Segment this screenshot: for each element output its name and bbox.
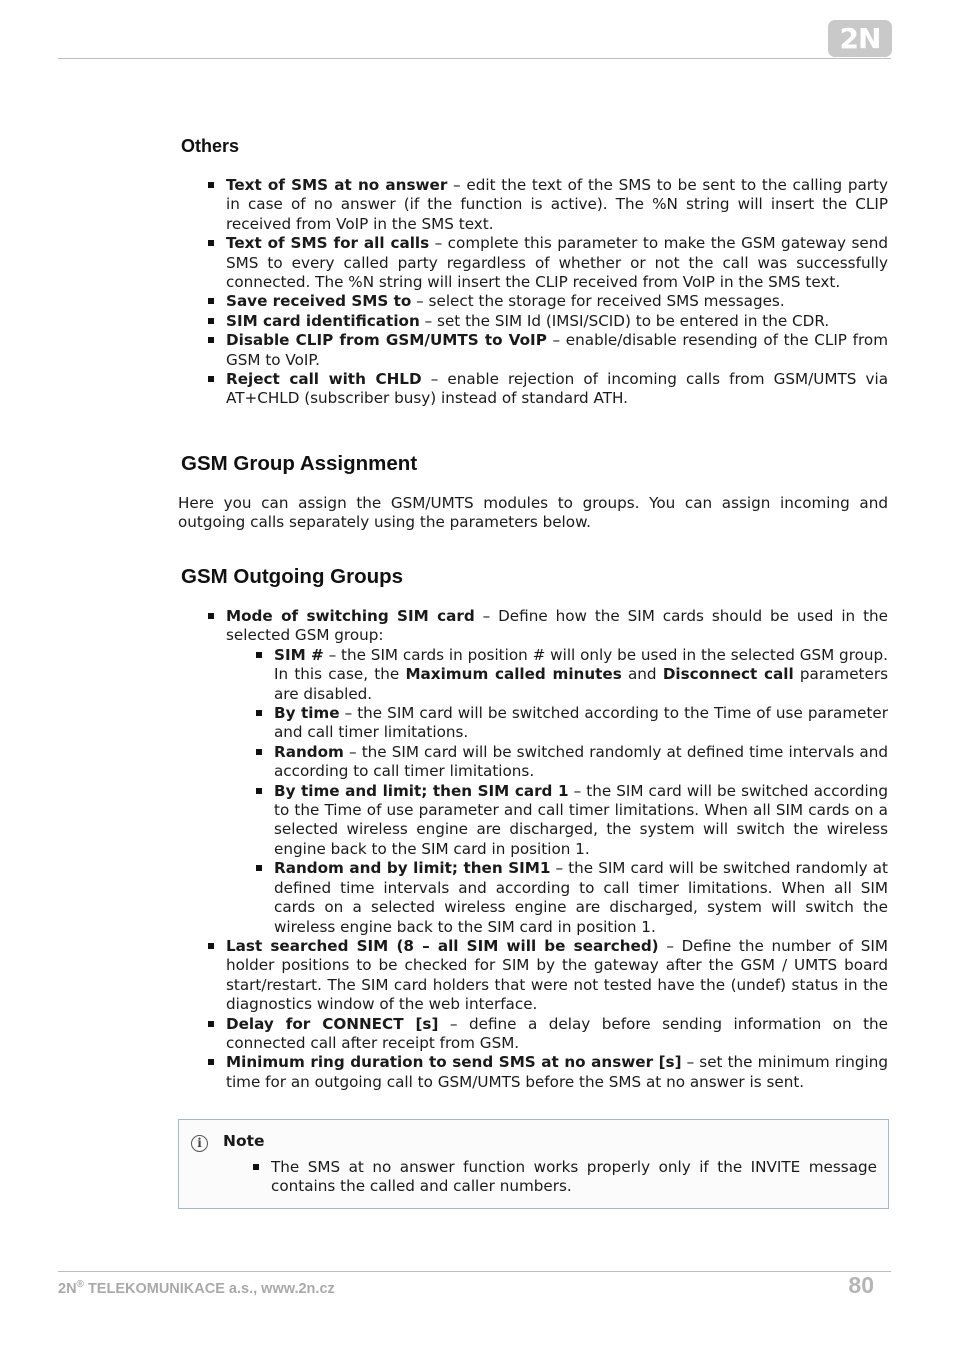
item-desc: – the SIM card will be switched according to the Time of use parameter and call timer limitations. (274, 704, 888, 742)
item-desc: and (621, 665, 663, 684)
item-desc: – define a delay before sending information on the connected call after receipt from GSM. (226, 1014, 888, 1052)
header-rule (58, 58, 891, 59)
item-term: Delay for CONNECT [s] (226, 1014, 439, 1033)
item-term: By time (274, 704, 340, 723)
item-term: Maximum called minutes (405, 665, 622, 684)
item-desc: – edit the text of the SMS to be sent to the calling party in case of no answer (if the function is active). The %N string will insert the CLIP received from VoIP in the SMS text. (226, 176, 888, 233)
item-desc: – the SIM cards in position # will only be used in the selected GSM group. In this case, the (274, 645, 888, 684)
section-heading-group-assignment: GSM Group Assignment (181, 452, 418, 475)
item-term: Text of SMS at no answer (226, 176, 448, 194)
item-term: Disconnect call (662, 665, 794, 684)
registered-mark: ® (76, 1279, 84, 1290)
list-item (226, 1015, 888, 1054)
item-term: Disable CLIP from GSM/UMTS to VoIP (226, 331, 547, 350)
item-term: Minimum ring duration to send SMS at no answer [s] (226, 1053, 682, 1072)
page-number: 80 (848, 1272, 874, 1298)
list-item (226, 331, 888, 370)
footer-company (58, 1279, 335, 1297)
item-term: Mode of switching SIM card (226, 607, 475, 625)
list-item (226, 292, 888, 311)
item-desc: – the SIM card will be switched according to the Time of use parameter and call timer limitations. When all SIM cards on a selected wireless engine are discharged, the system will switch the wireless engine back to the SIM card in position 1. (274, 781, 889, 858)
sublist-item (274, 782, 888, 860)
sublist-item (274, 859, 888, 937)
note-title: Note (223, 1132, 265, 1150)
section-heading-outgoing-groups: GSM Outgoing Groups (181, 565, 404, 588)
item-term: Reject call with CHLD (226, 370, 422, 389)
item-desc: – enable rejection of incoming calls from GSM/UMTS via AT+CHLD (subscriber busy) instead of standard ATH. (226, 370, 888, 408)
sublist-item (274, 704, 888, 743)
item-term: SIM # (274, 645, 324, 664)
item-desc: – the SIM card will be switched randomly at defined time intervals and according to call timer limitations. (274, 742, 888, 781)
footer-rule (58, 1271, 891, 1272)
group-assignment-text: Here you can assign the GSM/UMTS modules to groups. You can assign incoming and outgoing calls separately using the parameters below. (178, 494, 888, 532)
item-desc: – complete this parameter to make the GSM gateway send SMS to every called party regardless of whether or not the call was successfully connected. The %N string will insert the CLIP received from VoIP in the SMS text. (226, 234, 888, 292)
list-item (226, 1053, 888, 1092)
list-item (226, 937, 888, 1015)
note-box (178, 1119, 889, 1209)
list-item (226, 312, 888, 331)
note-list (271, 1158, 877, 1197)
info-icon: i (191, 1135, 208, 1152)
brand-logo: 2N (828, 20, 892, 57)
note-item: The SMS at no answer function works properly only if the INVITE message contains the called and caller numbers. (271, 1158, 877, 1196)
item-desc: parameters are disabled. (274, 665, 889, 703)
item-term: Random and by limit; then SIM1 (274, 859, 551, 878)
others-list (226, 176, 888, 409)
item-term: Save received SMS to (226, 292, 412, 311)
item-desc: – select the storage for received SMS messages. (411, 292, 785, 311)
item-desc: – the SIM card will be switched randomly at defined time intervals and according to call timer limitations. When all SIM cards on a selected wireless engine are discharged, system will switch the wireless engine back to the SIM card in position 1. (274, 859, 888, 936)
item-desc: – set the minimum ringing time for an outgoing call to GSM/UMTS before the SMS at no answer is sent. (226, 1053, 888, 1091)
list-item (226, 370, 888, 409)
section-heading-others: Others (181, 136, 240, 156)
item-desc: – Define the number of SIM holder positions to be checked for SIM by the gateway after the GSM / UMTS board start/restart. The SIM card holders that were not tested have the (undef) status in the diagnostics window of the web interface. (226, 936, 889, 1014)
footer-company-name: TELEKOMUNIKACE a.s., www.2n.cz (83, 1280, 335, 1297)
item-term: Random (274, 742, 344, 761)
item-term: By time and limit; then SIM card 1 (274, 781, 569, 800)
list-item (226, 176, 888, 234)
item-term: Last searched SIM (8 – all SIM will be searched) (226, 936, 659, 955)
item-term: SIM card identification (226, 311, 420, 330)
item-term: Text of SMS for all calls (226, 234, 430, 253)
sublist-item (274, 646, 888, 704)
item-desc: – enable/disable resending of the CLIP from GSM to VoIP. (226, 331, 888, 369)
outgoing-groups-list (226, 607, 888, 1092)
list-item-mode (226, 607, 888, 937)
footer-brand: 2N (58, 1280, 77, 1297)
item-desc: – Define how the SIM cards should be used in the selected GSM group: (226, 607, 888, 645)
item-desc: – set the SIM Id (IMSI/SCID) to be entered in the CDR. (419, 311, 830, 330)
mode-sublist (274, 646, 888, 937)
list-item (226, 234, 888, 292)
sublist-item (274, 743, 888, 782)
